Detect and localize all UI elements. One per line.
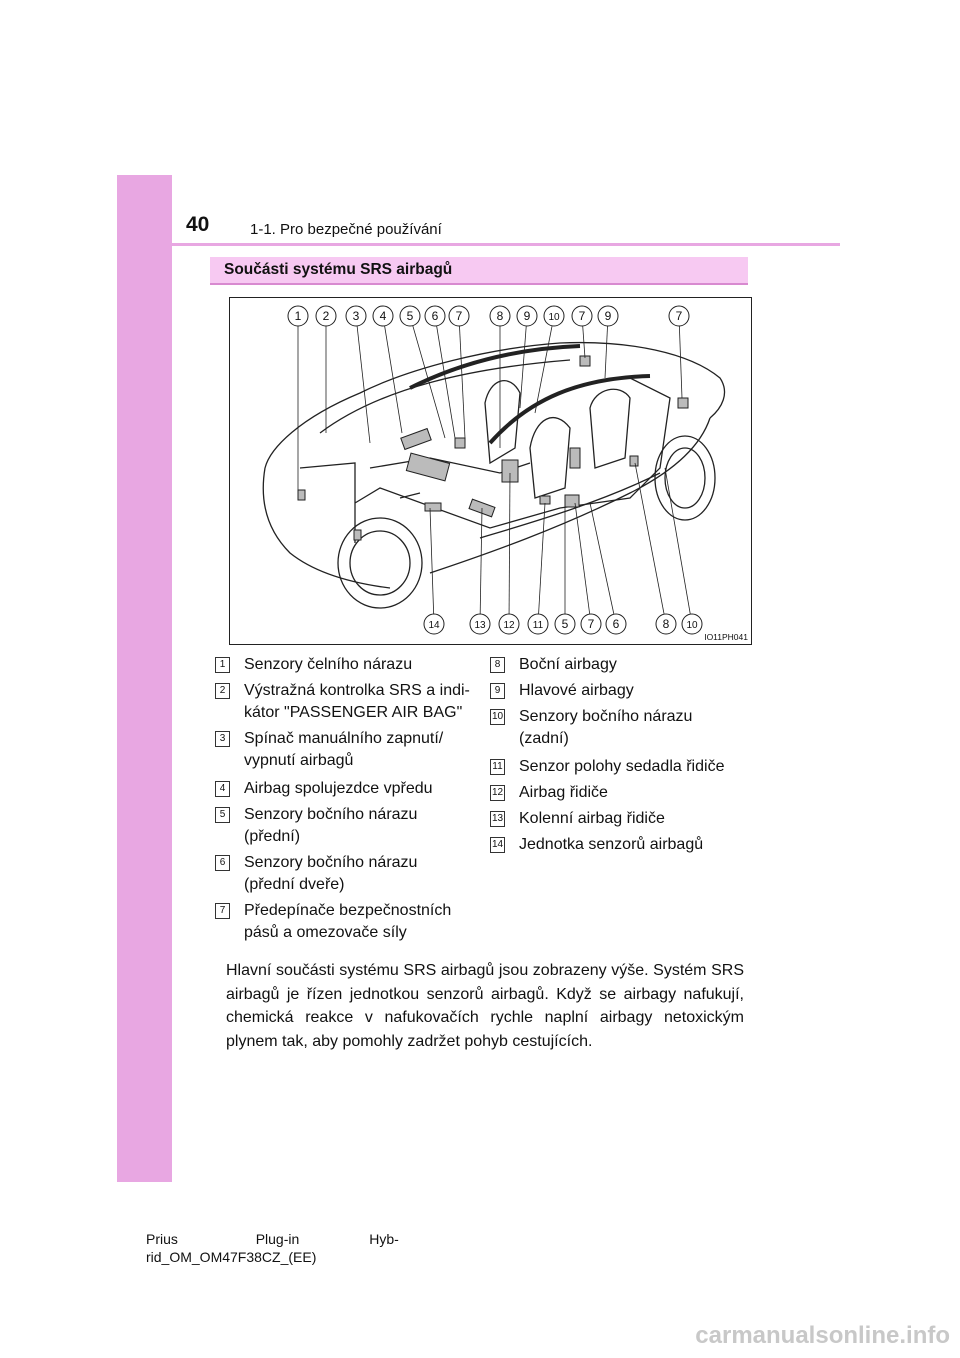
bottom-leader-6: [575, 503, 591, 624]
top-callout-label-10: 10: [548, 312, 560, 323]
footer-line-1: Prius Plug-in Hyb-: [146, 1231, 399, 1247]
driver-seat: [530, 418, 570, 498]
top-callout-label-5: 5: [406, 309, 414, 323]
footer-line-2: rid_OM_OM47F38CZ_(EE): [146, 1249, 317, 1265]
car-front-line: [263, 468, 390, 588]
rear-side-airbag: [570, 448, 580, 468]
front-side-sensor: [455, 438, 465, 448]
top-callout-label-6: 6: [431, 309, 439, 323]
rear-side-sensor: [630, 456, 638, 466]
top-callout-label-4: 4: [379, 309, 387, 323]
top-callout-label-8: 8: [496, 309, 504, 323]
bottom-leader-4: [538, 503, 545, 624]
bottom-callout-label-2: 13: [474, 620, 486, 631]
top-callout-label-12: 9: [604, 309, 612, 323]
driver-airbag-module: [406, 453, 449, 481]
header-divider: [172, 243, 840, 246]
legend-right-column: 8 Boční airbagy 9 Hlavové airbagy 10 Senzory bočního nárazu (zadní) 11 Senzor polohy sedadla řidiče 12 Airbag řidiče 13 Kolenní airbag řidiče 14 Jednotka senzorů airbagů: [491, 656, 725, 853]
rear-seat: [590, 389, 630, 468]
car-roof-line: [265, 343, 725, 468]
bottom-callout-label-7: 6: [612, 617, 620, 631]
footer: [146, 1230, 399, 1266]
top-callout-label-11: 7: [578, 309, 586, 323]
bottom-callout-label-5: 5: [561, 617, 569, 631]
bottom-callout-label-1: 14: [428, 620, 440, 631]
title-banner: [210, 257, 748, 285]
top-callout-label-9: 9: [523, 309, 531, 323]
car-illustration: [230, 298, 751, 644]
body-paragraph: Hlavní součásti systému SRS airbagů jsou zobrazeny výše. Systém SRS airbagů je řízen jednotkou senzorů airbagů. Když se airbagy nafukují, chemická reakce v nafukovačích rychle naplní airbagy netoxickým plynem tak, aby pomohly zadržet pohyb cestujících.: [226, 962, 744, 1050]
top-callout-label-7: 7: [455, 309, 463, 323]
bottom-leader-9: [665, 468, 692, 624]
bottom-callout-label-8: 8: [662, 617, 670, 631]
bottom-callout-label-9: 10: [686, 620, 698, 631]
bottom-leader-7: [590, 503, 616, 624]
top-leader-4: [383, 316, 402, 433]
top-callout-label-3: 3: [352, 309, 360, 323]
top-callout-label-2: 2: [322, 309, 330, 323]
top-leader-5: [410, 316, 445, 438]
passenger-airbag: [401, 429, 431, 450]
seatbelt-pretensioner: [565, 495, 579, 507]
top-leader-9: [520, 316, 527, 408]
top-leader-7: [459, 316, 465, 438]
seat-position-sensor: [540, 496, 550, 504]
bottom-callout-label-4: 11: [532, 620, 544, 631]
bottom-leader-3: [509, 473, 510, 624]
airbag-components-diagram: [229, 297, 752, 645]
legend-left-column: 1 Senzory čelního nárazu 2 Výstražná kontrolka SRS a indi- kátor "PASSENGER AIR BAG" 3 Spínač manuálního zapnutí/ vypnutí airbagů 4 Airbag spolujezdce vpředu 5 Senzory bočního nárazu (přední) 6 Senzory bočního nárazu (přední dveře) 7 Předepínače bezpečnostních pásů a omezovače síly: [215, 654, 485, 944]
front-crash-sensor-left: [298, 490, 305, 500]
bottom-leader-8: [635, 463, 666, 624]
side-color-band: [117, 175, 172, 1182]
section-title: Součásti systému SRS airbagů: [224, 261, 453, 278]
figure-code: IO11PH041: [704, 632, 748, 642]
bottom-leader-1: [430, 508, 434, 624]
top-callout-label-1: 1: [294, 309, 302, 323]
top-callout-label-13: 7: [675, 309, 683, 323]
bottom-callout-label-6: 7: [587, 617, 595, 631]
front-crash-sensor-right: [354, 530, 361, 540]
watermark: carmanualsonline.info: [695, 1322, 950, 1349]
top-leader-3: [356, 316, 370, 443]
rear-pretensioner: [678, 398, 688, 408]
airbag-sensor-unit: [425, 503, 441, 511]
bottom-callout-label-3: 12: [503, 620, 515, 631]
page-number: 40: [186, 213, 210, 236]
section-heading: 1-1. Pro bezpečné používání: [250, 221, 442, 238]
